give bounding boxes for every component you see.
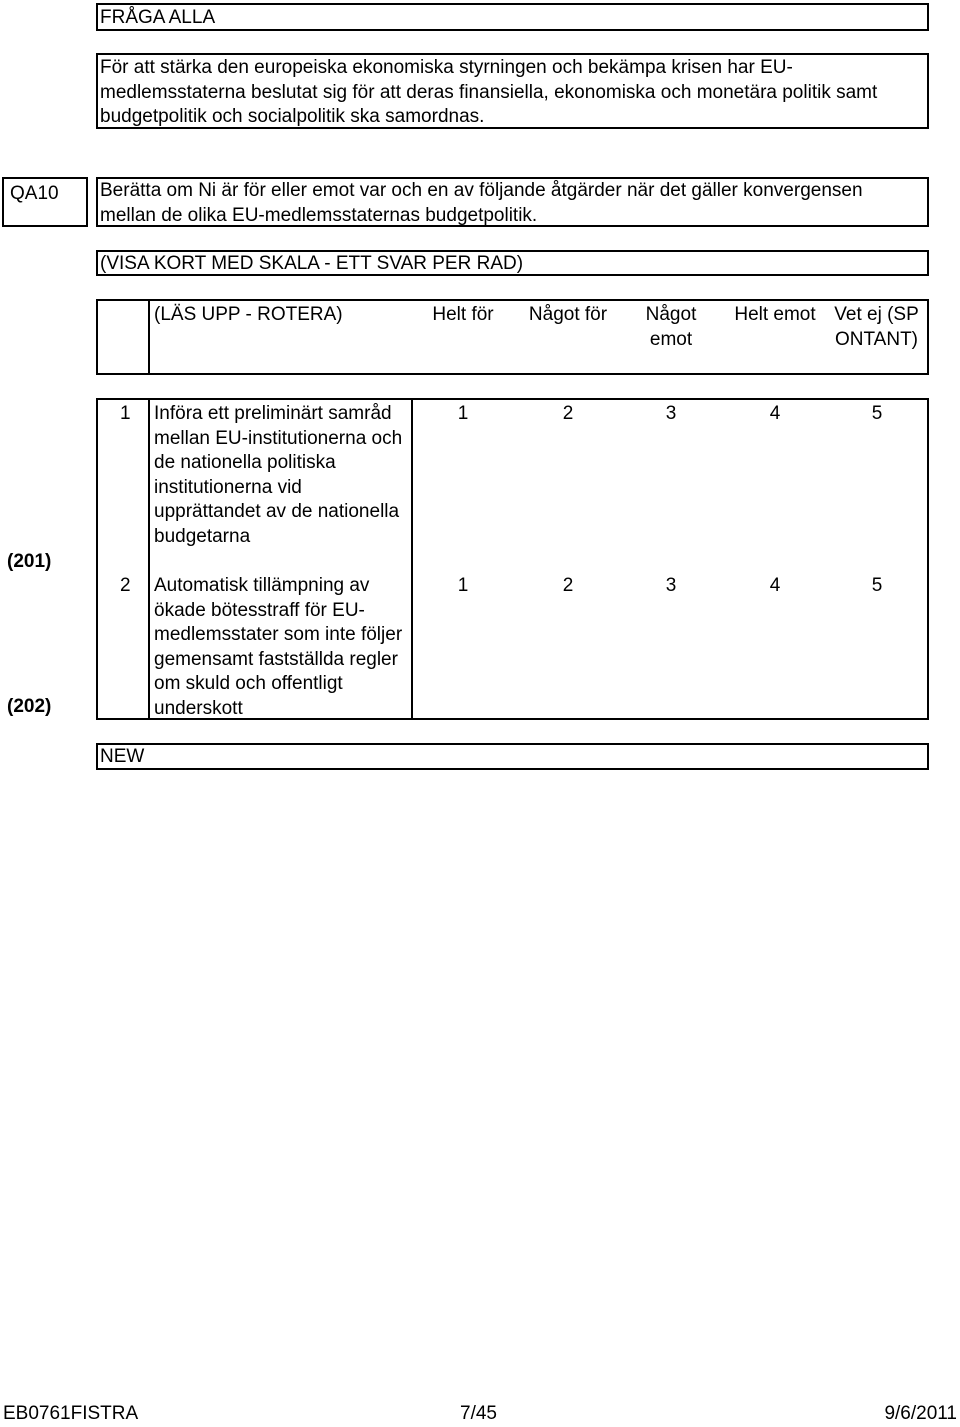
- scale-col-1: Helt för: [432, 304, 494, 325]
- item-number: 2: [120, 575, 131, 596]
- new-box: [96, 743, 929, 770]
- footer-date: 9/6/2011: [884, 1403, 957, 1424]
- scale-col-4: Helt emot: [734, 304, 816, 325]
- footer-left: EB0761FISTRA: [3, 1403, 139, 1424]
- scale-header-divider: [148, 301, 150, 373]
- item-code-2: (202): [7, 696, 52, 717]
- answer-code: 4: [769, 575, 781, 596]
- instruction-text: (VISA KORT MED SKALA - ETT SVAR PER RAD): [100, 253, 524, 274]
- scale-header-box: [96, 299, 929, 375]
- scale-col-3: Något emot: [645, 304, 697, 350]
- footer-page: 7/45: [460, 1403, 497, 1424]
- question-id-box: [2, 177, 88, 227]
- scale-col-2: Något för: [528, 304, 608, 325]
- item-code-1: (201): [7, 551, 52, 572]
- answer-code: 5: [871, 575, 883, 596]
- answer-code: 2: [562, 575, 574, 596]
- item-number: 1: [120, 403, 131, 424]
- answer-code: 3: [665, 403, 677, 424]
- routing-label: FRÅGA ALLA: [100, 7, 216, 28]
- routing-box: [96, 3, 929, 31]
- scale-header-label: (LÄS UPP - ROTERA): [154, 304, 343, 325]
- instruction-box: [96, 250, 929, 276]
- question-text: Berätta om Ni är för eller emot var och en av följande åtgärder när det gäller konvergensen mellan de olika EU-medlemsstaternas budgetpolitik.: [100, 180, 863, 226]
- items-box: [96, 398, 929, 720]
- items-divider: [148, 400, 150, 718]
- intro-text: För att stärka den europeiska ekonomiska styrningen och bekämpa krisen har EU-medlemsstaterna beslutat sig för att deras finansiella, ekonomiska och monetära politik samt budgetpolitik och socialpolitik ska samordnas.: [100, 57, 878, 127]
- item-text: Automatisk tillämpning av ökade bötesstraff för EU-medlemsstater som inte följer gemensamt fastställda regler om skuld och offentligt underskott: [154, 575, 403, 719]
- intro-box: [96, 53, 929, 129]
- question-id: QA10: [10, 183, 59, 204]
- answer-code: 5: [871, 403, 883, 424]
- answer-code: 1: [457, 403, 469, 424]
- scale-col-5: Vet ej (SPONTANT): [834, 304, 919, 350]
- new-label: NEW: [100, 746, 145, 767]
- answer-code: 2: [562, 403, 574, 424]
- answer-code: 3: [665, 575, 677, 596]
- answer-code: 1: [457, 575, 469, 596]
- question-box: [96, 177, 929, 227]
- item-text: Införa ett preliminärt samråd mellan EU-institutionerna och de nationella politiska institutionerna vid upprättandet av de nationella budgetarna: [154, 403, 403, 547]
- answer-code: 4: [769, 403, 781, 424]
